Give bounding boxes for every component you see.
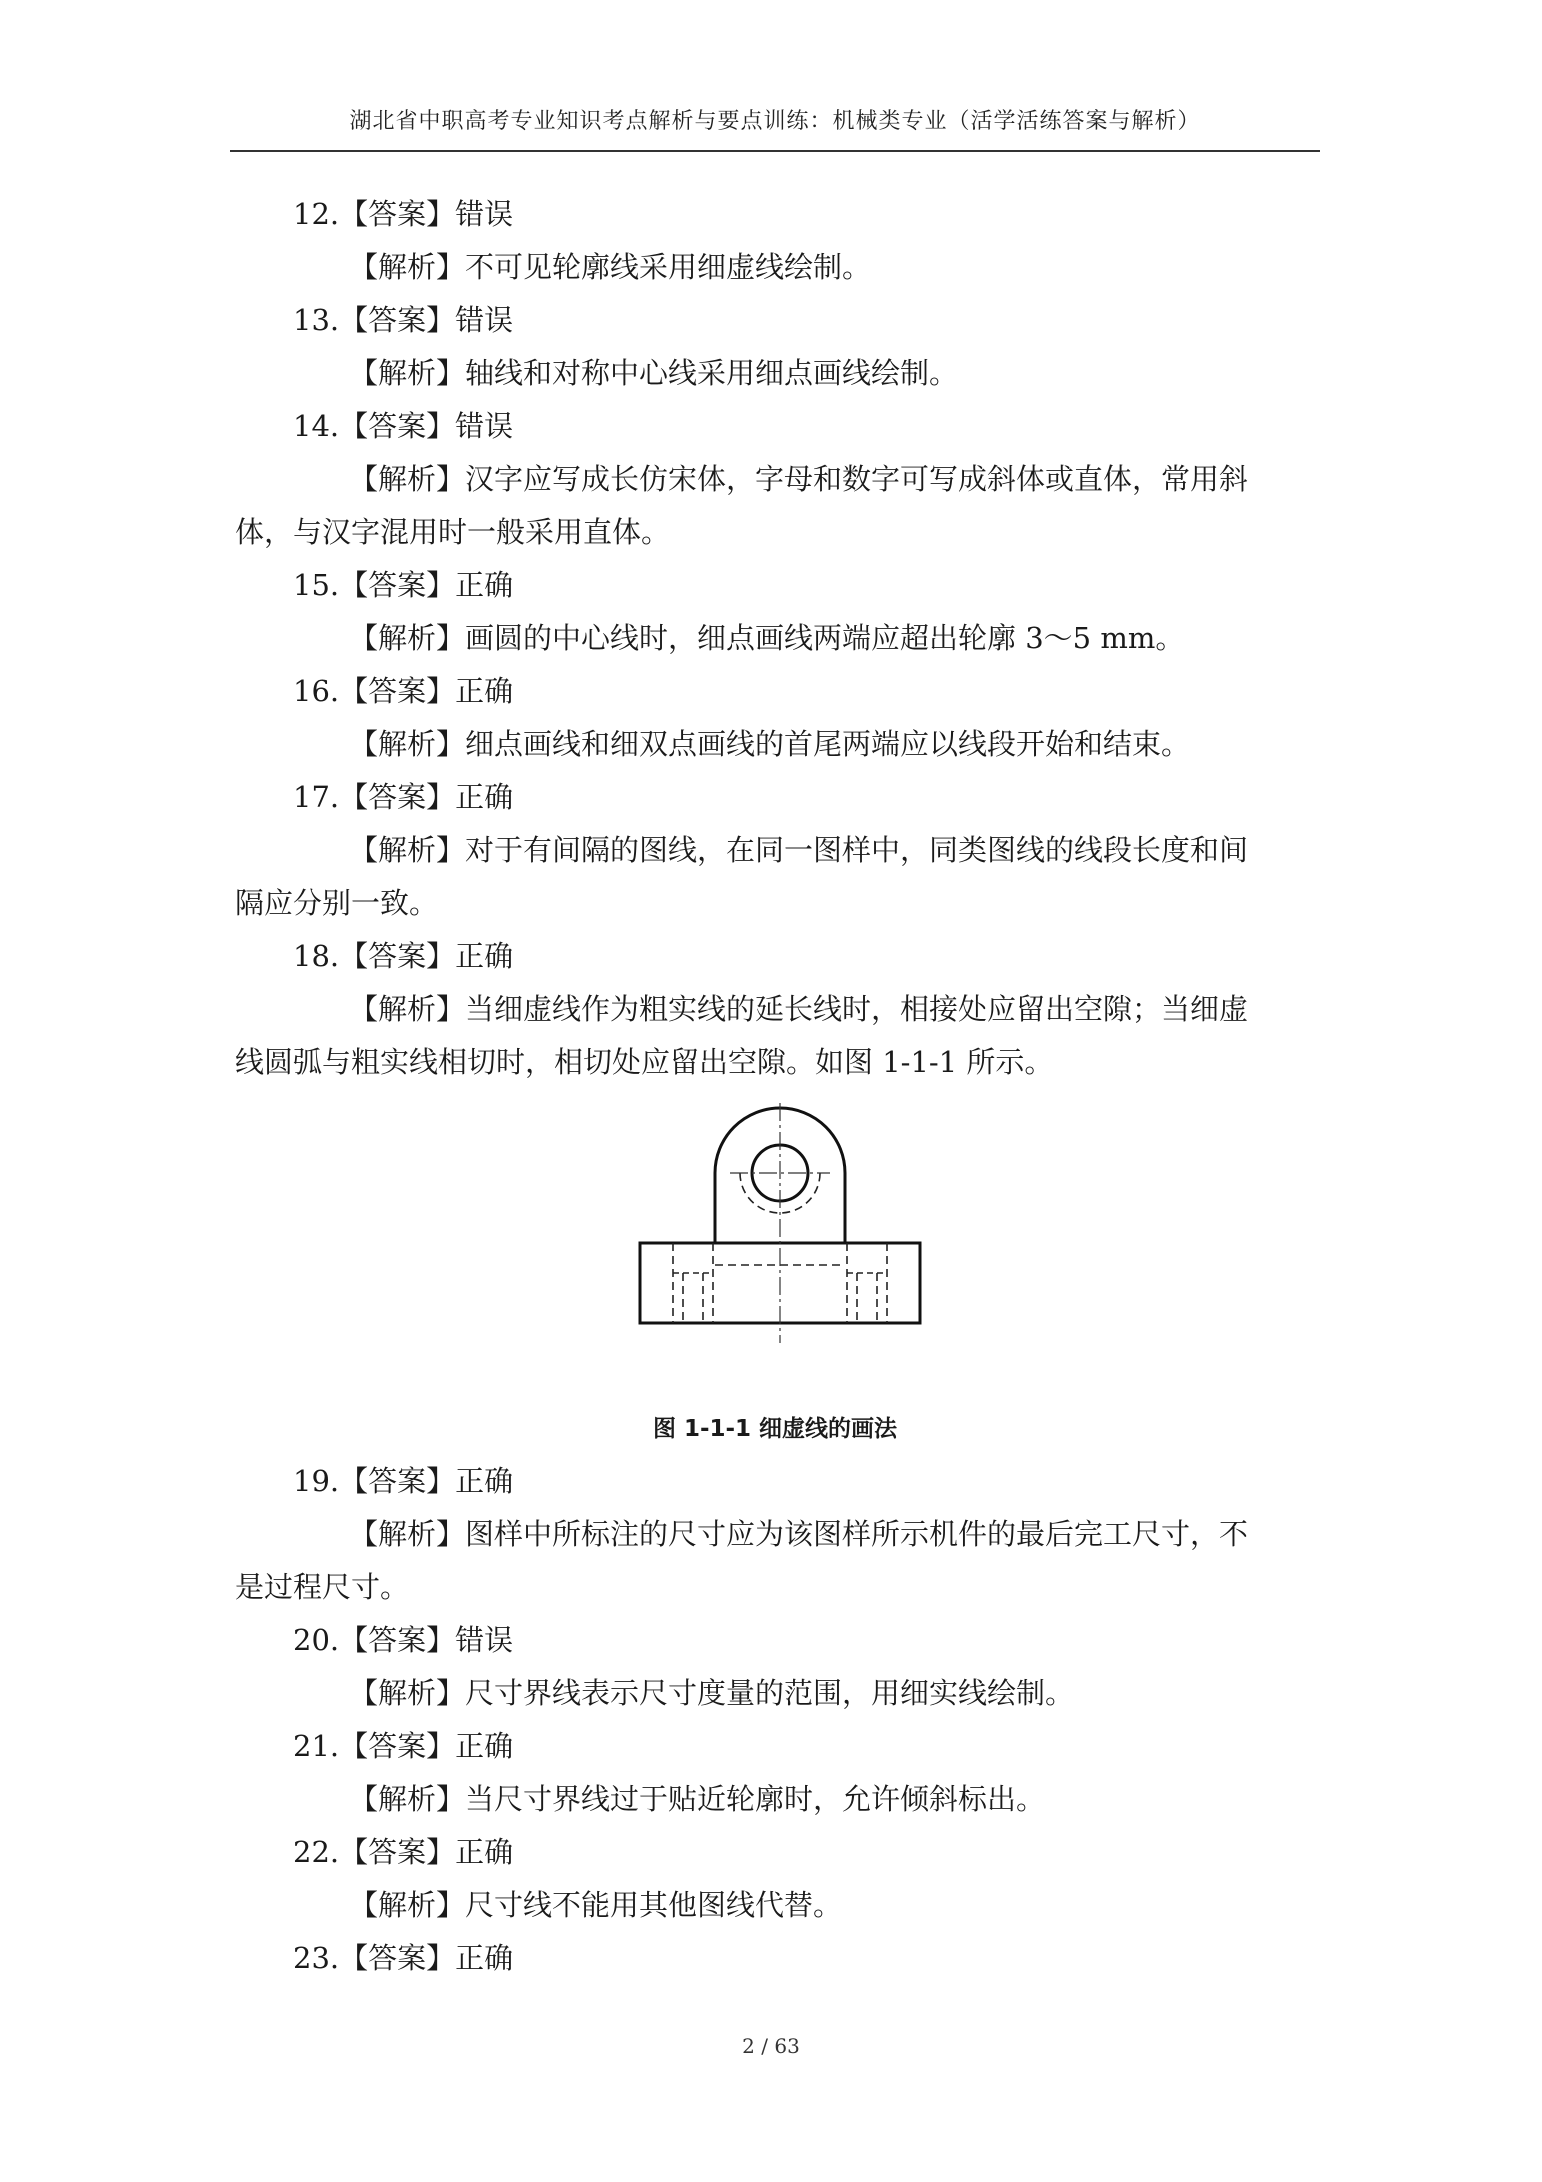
explanation-tag: 【解析】 xyxy=(349,1888,466,1922)
explanation-line xyxy=(235,1879,1315,1932)
answer-value: 错误 xyxy=(455,1623,514,1657)
item-number: 23. xyxy=(293,1941,340,1975)
answer-line xyxy=(235,400,1315,453)
dashed-line-drawing xyxy=(635,1093,925,1393)
answer-tag: 【答案】 xyxy=(339,674,456,708)
explanation-line xyxy=(235,1508,1315,1561)
answer-value: 正确 xyxy=(455,568,514,602)
answer-tag: 【答案】 xyxy=(339,568,456,602)
answer-line xyxy=(235,1614,1315,1667)
answer-value: 错误 xyxy=(455,303,514,337)
explanation-text: 轴线和对称中心线采用细点画线绘制。 xyxy=(465,356,959,390)
explanation-text: 对于有间隔的图线，在同一图样中，同类图线的线段长度和间 xyxy=(465,833,1249,867)
answer-line xyxy=(235,188,1315,241)
answer-line xyxy=(235,930,1315,983)
answer-tag: 【答案】 xyxy=(339,1623,456,1657)
explanation-text: 当细虚线作为粗实线的延长线时，相接处应留出空隙；当细虚 xyxy=(465,992,1249,1026)
explanation-line xyxy=(235,983,1315,1036)
explanation-tag: 【解析】 xyxy=(349,992,466,1026)
answer-line xyxy=(235,1720,1315,1773)
explanation-text: 尺寸界线表示尺寸度量的范围，用细实线绘制。 xyxy=(465,1676,1075,1710)
explanation-text: 细点画线和细双点画线的首尾两端应以线段开始和结束。 xyxy=(465,727,1191,761)
answer-value: 正确 xyxy=(455,939,514,973)
answer-value: 错误 xyxy=(455,197,514,231)
item-number: 14. xyxy=(293,409,340,443)
explanation-continuation: 线圆弧与粗实线相切时，相切处应留出空隙。如图 1-1-1 所示。 xyxy=(235,1045,1054,1079)
item-number: 22. xyxy=(293,1835,340,1869)
explanation-continuation: 是过程尺寸。 xyxy=(235,1570,410,1604)
answer-value: 正确 xyxy=(455,1941,514,1975)
item-number: 18. xyxy=(293,939,340,973)
explanation-line xyxy=(235,824,1315,877)
figure-caption: 图 1-1-1 细虚线的画法 xyxy=(652,1416,898,1442)
item-number: 20. xyxy=(293,1623,340,1657)
answer-value: 正确 xyxy=(455,1835,514,1869)
answer-line xyxy=(235,771,1315,824)
answer-line xyxy=(235,1826,1315,1879)
answer-tag: 【答案】 xyxy=(339,197,456,231)
answer-value: 正确 xyxy=(455,1464,514,1498)
explanation-line xyxy=(235,718,1315,771)
answer-value: 正确 xyxy=(455,780,514,814)
answer-line xyxy=(235,294,1315,347)
answer-line xyxy=(235,1455,1315,1508)
item-number: 19. xyxy=(293,1464,340,1498)
answer-tag: 【答案】 xyxy=(339,1729,456,1763)
explanation-line xyxy=(235,453,1315,506)
item-number: 13. xyxy=(293,303,340,337)
answer-line xyxy=(235,1932,1315,1985)
explanation-tag: 【解析】 xyxy=(349,833,466,867)
page-number: 2 / 63 xyxy=(742,2034,800,2058)
explanation-tag: 【解析】 xyxy=(349,356,466,390)
explanation-line xyxy=(235,347,1315,400)
answer-list xyxy=(235,188,1315,1985)
explanation-tag: 【解析】 xyxy=(349,1517,466,1551)
header-rule xyxy=(230,150,1320,152)
answer-tag: 【答案】 xyxy=(339,303,456,337)
answer-line xyxy=(235,559,1315,612)
explanation-tag: 【解析】 xyxy=(349,621,466,655)
answer-value: 错误 xyxy=(455,409,514,443)
item-number: 16. xyxy=(293,674,340,708)
explanation-tag: 【解析】 xyxy=(349,727,466,761)
answer-tag: 【答案】 xyxy=(339,939,456,973)
item-number: 21. xyxy=(293,1729,340,1763)
answer-tag: 【答案】 xyxy=(339,1464,456,1498)
explanation-tag: 【解析】 xyxy=(349,462,466,496)
explanation-line xyxy=(235,241,1315,294)
figure-1-1-1 xyxy=(235,1093,1315,1409)
explanation-continuation: 隔应分别一致。 xyxy=(235,886,439,920)
explanation-line xyxy=(235,1773,1315,1826)
item-number: 12. xyxy=(293,197,340,231)
explanation-line xyxy=(235,1667,1315,1720)
page-header: 湖北省中职高考专业知识考点解析与要点训练：机械类专业（活学活练答案与解析） xyxy=(349,109,1201,134)
answer-value: 正确 xyxy=(455,674,514,708)
explanation-text: 尺寸线不能用其他图线代替。 xyxy=(465,1888,843,1922)
explanation-tag: 【解析】 xyxy=(349,1782,466,1816)
explanation-text: 画圆的中心线时，细点画线两端应超出轮廓 3～5 mm。 xyxy=(465,621,1185,655)
answer-tag: 【答案】 xyxy=(339,780,456,814)
answer-tag: 【答案】 xyxy=(339,1835,456,1869)
answer-line xyxy=(235,665,1315,718)
explanation-text: 图样中所标注的尺寸应为该图样所示机件的最后完工尺寸，不 xyxy=(465,1517,1249,1551)
explanation-line xyxy=(235,612,1315,665)
explanation-text: 汉字应写成长仿宋体，字母和数字可写成斜体或直体，常用斜 xyxy=(465,462,1249,496)
explanation-continuation: 体，与汉字混用时一般采用直体。 xyxy=(235,515,671,549)
explanation-tag: 【解析】 xyxy=(349,250,466,284)
explanation-tag: 【解析】 xyxy=(349,1676,466,1710)
answer-tag: 【答案】 xyxy=(339,409,456,443)
answer-value: 正确 xyxy=(455,1729,514,1763)
item-number: 17. xyxy=(293,780,340,814)
explanation-text: 不可见轮廓线采用细虚线绘制。 xyxy=(465,250,872,284)
item-number: 15. xyxy=(293,568,340,602)
answer-tag: 【答案】 xyxy=(339,1941,456,1975)
explanation-text: 当尺寸界线过于贴近轮廓时，允许倾斜标出。 xyxy=(465,1782,1046,1816)
